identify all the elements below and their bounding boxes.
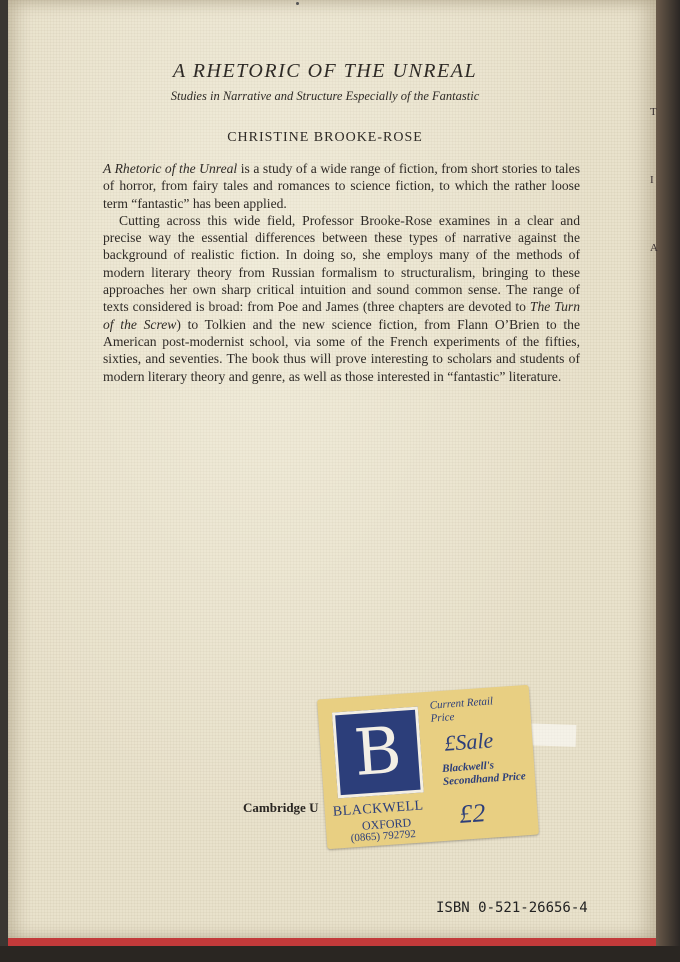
edge-letter: A [650,242,658,254]
book-title: A RHETORIC OF THE UNREAL [172,60,478,82]
blackwell-logo [332,707,424,799]
price-sticker [317,685,539,849]
blurb-text: Cutting across this wide field, Professor Brooke-Rose examines in a clear and precise way the essential differences between these types of narrative against the background of realistic fiction. In doing so, she employs many of the methods of modern literary theory from Russian formalism to structuralism, bringing to these approaches her own sharp critical intuition and sound common sense. The range of texts considered is broad: from Poe and James (three chapters are devoted to [103,212,580,315]
blurb [103,160,580,385]
shop-name: BLACKWELL [332,798,425,820]
blurb-title-italic: A Rhetoric of the Unreal [103,161,238,176]
current-price-label: Current Retail Price [429,695,494,725]
background-bottom [0,946,680,962]
publisher-name: Cambridge U [243,800,319,815]
current-price-value: £Sale [443,727,495,756]
logo-letter: B [351,713,404,792]
secondhand-price-value: £2 [458,798,487,829]
edge-letter: T [650,106,657,118]
isbn: ISBN 0-521-26656-4 [436,900,588,916]
book-author: CHRISTINE BROOKE-ROSE [227,130,423,145]
shop-city: OXFORD [361,815,412,833]
blurb-text: ) to Tolkien and the new science fiction, from Flann O’Brien to the American post-modernist school, via some of the French experiments of the fifties, sixties, and seventies. The book thus will prove interesting to scholars and students of modern literary theory and genre, as well as those interested in “fantastic” literature. [103,316,580,384]
blurb-work-italic: The Turn of the Screw [103,299,580,332]
background-edge [656,0,680,962]
secondhand-price-label: Blackwell's Secondhand Price [441,759,527,788]
book-subtitle: Studies in Narrative and Structure Especially of the Fantastic [170,89,480,103]
edge-letter: I [650,174,654,186]
blurb-paragraph-2 [103,212,580,385]
blurb-paragraph-1 [103,160,580,212]
cover-red-edge [8,938,656,946]
blurb-text: is a study of a wide range of fiction, from short stories to tales of horror, from fairy tales and romances to science fiction, to which the rather loose term “fantastic” has been applied. [103,161,580,211]
shop-phone: (0865) 792792 [350,828,417,845]
ink-mark [296,2,299,5]
spine-edge-letters [650,78,658,282]
